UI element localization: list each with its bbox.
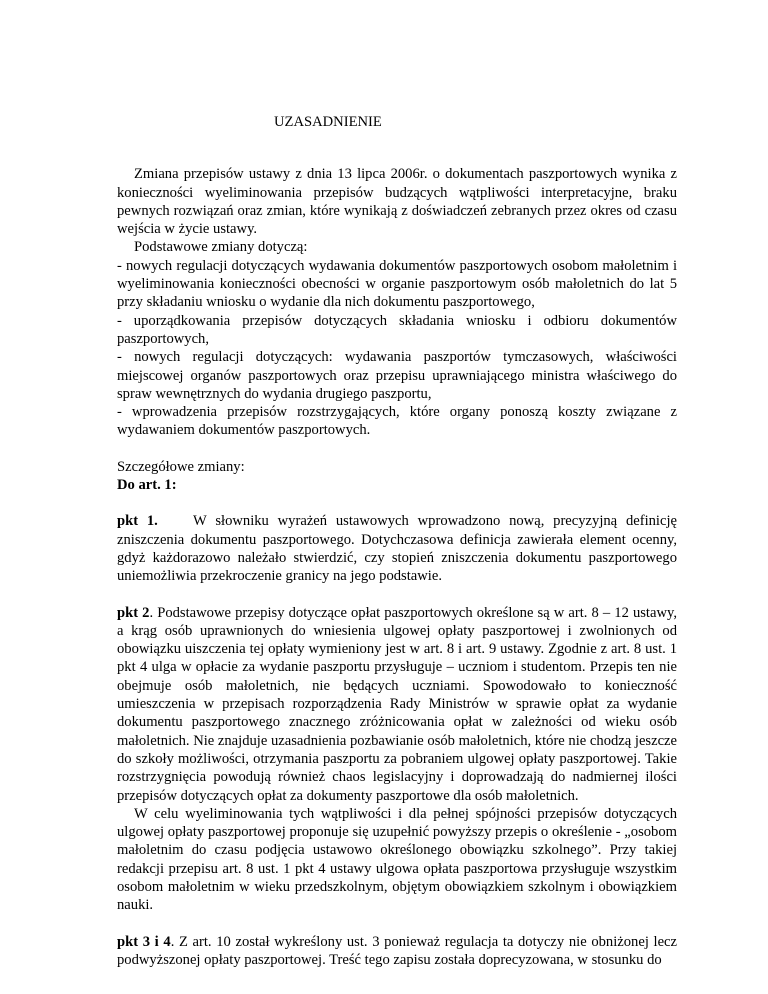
document-page (117, 113, 677, 969)
pkt2-paragraph (117, 604, 677, 805)
document-title: UZASADNIENIE (274, 114, 382, 130)
basic-change-item: - uporządkowania przepisów dotyczących składania wniosku i odbioru dokumentów paszportowych, (117, 312, 677, 347)
article-heading: Do art. 1: (117, 477, 177, 494)
intro-paragraph: Zmiana przepisów ustawy z dnia 13 lipca 2006r. o dokumentach paszportowych wynika z konieczności wyeliminowania przepisów budzących wątpliwości interpretacyjne, braku pewnych rozwiązań oraz zmian, które wynikają z doświadczeń zebranych przez okres od czasu wejścia w życie ustawy. (117, 166, 677, 238)
pkt34-text: . Z art. 10 został wykreślony ust. 3 ponieważ regulacja ta dotyczy nie obniżonej lecz podwyższonej opłaty paszportowej. Treść tego zapisu została doprecyzowana, w stosunku do (117, 933, 678, 968)
basic-change-item: - nowych regulacji dotyczących: wydawania paszportów tymczasowych, właściwości miejscowej organów paszportowych oraz przepisu uprawniającego ministra właściwego do spraw wewnętrznych do wydania drugiego paszportu, (117, 349, 677, 402)
detailed-changes-heading: Szczegółowe zmiany: (117, 458, 245, 475)
pkt2-followup-paragraph: W celu wyeliminowania tych wątpliwości i dla pełnej spójności przepisów dotyczących ulgowej opłaty paszportowej proponuje się uzupełnić powyższy przepis o określenie - „osobom małoletnim do czasu podjęcia ustawowo określonego obowiązku szkolnego”. Przy takiej redakcji przepisu art. 8 ust. 1 pkt 4 ustawy ulgowa opłata paszportowa przysługuje wszystkim osobom małoletnim w wieku przedszkolnym, objętym obowiązkiem szkolnym i obowiązkiem nauki. (117, 805, 677, 914)
basic-changes-heading: Podstawowe zmiany dotyczą: (134, 239, 308, 256)
pkt34-label: pkt 3 i 4 (117, 933, 171, 950)
pkt2-text: . Podstawowe przepisy dotyczące opłat paszportowych określone są w art. 8 – 12 ustawy, a krąg osób uprawnionych do wniesienia ulgowej opłaty paszportowej i zwolnionych od obowiązku uiszczenia tej opłaty wymieniony jest w art. 8 i art. 9 ustawy. Zgodnie z art. 8 ust. 1 pkt 4 ulga w opłacie za wydanie paszportu przysługuje – uczniom i studentom. Przepis ten nie obejmuje osób małoletnich, nie będących uczniami. Spowodowało to konieczność umieszczenia w przepisach rozporządzenia Rady Ministrów w sprawie opłat za wydanie dokumentu paszportowego znacznego zróżnicowania opłat w zależności od wieku osób małoletnich. Nie znajduje uzasadnienia pozbawianie osób małoletnich, które nie chodzą jeszcze do szkoły możliwości, otrzymania paszportu za pobraniem ulgowej opłaty paszportowej. Takie rozstrzygnięcia powodują również chaos legislacyjny i doprowadzają do nadmiernej ilości przepisów dotyczących opłat za dokumenty paszportowe dla osób małoletnich. (117, 604, 678, 804)
pkt1-label: pkt 1. (117, 513, 158, 530)
pkt1-text: W słowniku wyrażeń ustawowych wprowadzono nową, precyzyjną definicję zniszczenia dokumentu paszportowego. Dotychczasowa definicja zawierała element ocenny, gdyż każdorazowo należało stwierdzić, czy stopień zniszczenia dokumentu paszportowego uniemożliwia przekroczenie granicy na jego podstawie. (117, 513, 677, 585)
basic-change-item: - nowych regulacji dotyczących wydawania dokumentów paszportowych osobom małoletnim i wyeliminowania konieczności obecności w organie paszportowym osób małoletnich do lat 5 przy składaniu wniosku o wydanie dla nich dokumentu paszportowego, (117, 257, 677, 311)
basic-change-item: - wprowadzenia przepisów rozstrzygających, które organy ponoszą koszty związane z wydawaniem dokumentów paszportowych. (117, 404, 677, 439)
pkt34-paragraph (117, 933, 677, 970)
pkt2-label: pkt 2 (117, 604, 150, 621)
pkt1-paragraph (117, 512, 677, 585)
